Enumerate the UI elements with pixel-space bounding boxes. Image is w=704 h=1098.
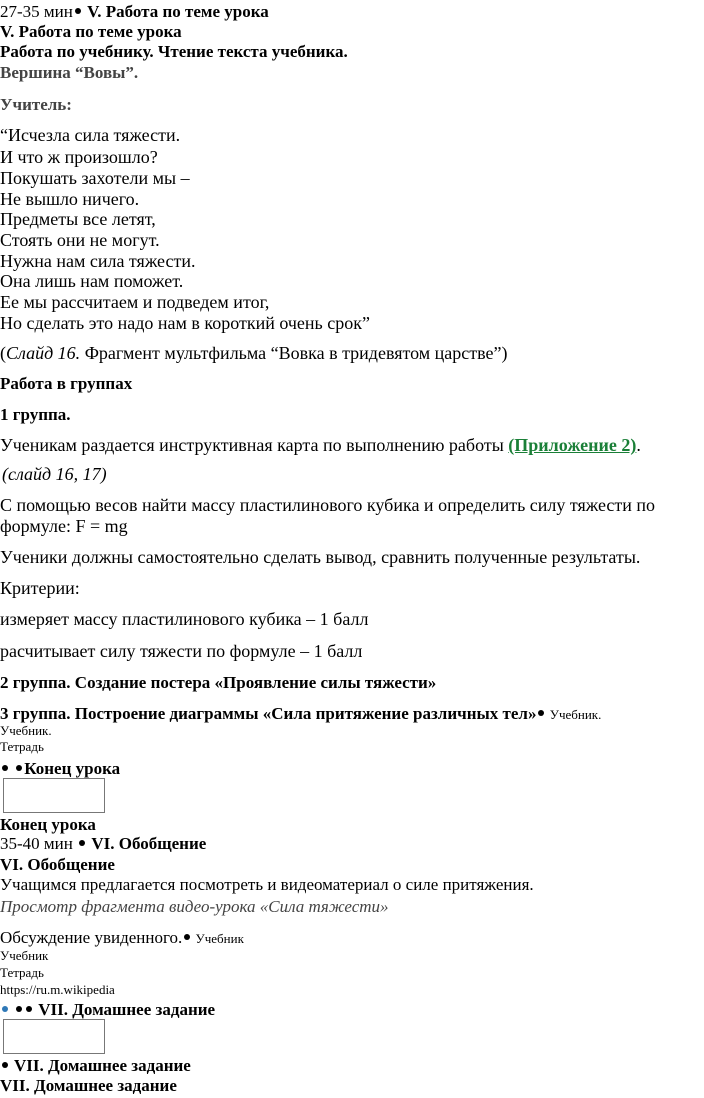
slides-ref: (слайд 16, 17) (2, 464, 107, 484)
poem-line: Предметы все летят, (0, 209, 156, 229)
video-ref: Просмотр фрагмента видео-урока «Сила тяжести» (0, 897, 389, 916)
groups-title: Работа в группах (0, 374, 133, 393)
summary-title: VI. Обобщение (0, 855, 115, 874)
group3-title: 3 группа. Построение диаграммы «Сила притяжение различных тел» (0, 704, 537, 723)
summary-time: 35-40 мин (0, 834, 73, 853)
bullet-icon (16, 1006, 22, 1012)
material-item: Учебник. (0, 723, 52, 738)
lesson-end-line (0, 760, 120, 777)
slide-note-rest: Фрагмент мультфильма “Вовка в тридевятом царстве”) (80, 343, 508, 363)
group2-title: 2 группа. Создание постера «Проявление силы тяжести» (0, 673, 437, 692)
material-link[interactable]: https://ru.m.wikipedia (0, 982, 115, 997)
task-line: формуле: F = mg (0, 516, 128, 536)
card-text-line (0, 436, 641, 454)
poem-line: Не вышло ничего. (0, 189, 140, 209)
bullet-icon (2, 1062, 8, 1068)
card-period: . (636, 435, 641, 455)
group3-aside: Учебник. (546, 707, 602, 722)
topic-title: Вершина “Вовы”. (0, 63, 139, 82)
section-title: V. Работа по теме урока (0, 22, 182, 41)
bullet-icon (538, 710, 544, 716)
discussion-aside: Учебник (192, 931, 244, 946)
material-item: Учебник (0, 948, 49, 963)
bullet-icon (26, 1006, 32, 1012)
subtitle: Работа по учебнику. Чтение текста учебника. (0, 42, 348, 61)
slide-note (0, 344, 508, 362)
poem-line: И что ж произошло? (0, 147, 158, 167)
poem-line: Ее мы рассчитаем и подведем итог, (0, 292, 270, 312)
bullet-icon (75, 8, 81, 14)
slide-ref: Слайд 16. (6, 343, 81, 363)
slide-note-open: ( (0, 343, 6, 363)
discussion-text: Обсуждение увиденного. (0, 928, 183, 947)
lesson-end-title: Конец урока (0, 815, 96, 834)
poem-line: Но сделать это надо нам в короткий очень срок” (0, 313, 370, 333)
material-item: Тетрадь (0, 965, 44, 980)
conclusion-text: Ученики должны самостоятельно сделать вывод, сравнить полученные результаты. (0, 547, 641, 567)
teacher-label: Учитель: (0, 95, 72, 114)
summary-text: Учащимся предлагается посмотреть и видеоматериал о силе притяжения. (0, 875, 534, 894)
task-line: С помощью весов найти массу пластилинового кубика и определить силу тяжести по (0, 495, 656, 515)
criteria-label: Критерии: (0, 578, 80, 598)
homework-title-inline: VII. Домашнее задание (10, 1056, 191, 1075)
bullet-icon (2, 765, 8, 771)
bullet-icon (16, 765, 22, 771)
group3-line (0, 705, 601, 722)
empty-frame (3, 1019, 105, 1054)
section-title-inline: V. Работа по теме урока (87, 2, 269, 21)
summary-line (0, 835, 206, 852)
criterion-item: расчитывает силу тяжести по формуле – 1 балл (0, 641, 363, 661)
empty-frame (3, 778, 105, 813)
card-text: Ученикам раздается инструктивная карта по выполнению работы (0, 435, 509, 455)
criterion-item: измеряет массу пластилинового кубика – 1 балл (0, 609, 369, 629)
time-range: 27-35 мин (0, 2, 73, 21)
material-item: Тетрадь (0, 739, 44, 754)
poem-line: “Исчезла сила тяжести. (0, 125, 181, 145)
bullet-icon (184, 934, 190, 940)
homework-title: VII. Домашнее задание (0, 1076, 177, 1095)
appendix-link[interactable]: (Приложение 2) (508, 435, 637, 455)
lesson-end-inline: Конец урока (24, 759, 121, 778)
homework-title-inline: VII. Домашнее задание (34, 1000, 216, 1019)
homework-line (0, 1001, 215, 1018)
group1-title: 1 группа. (0, 405, 71, 424)
poem-line: Стоять они не могут. (0, 230, 160, 250)
section-header-line (0, 3, 269, 20)
discussion-line (0, 929, 244, 946)
homework-line (0, 1057, 191, 1074)
bullet-icon (79, 840, 85, 846)
poem-line: Нужна нам сила тяжести. (0, 251, 196, 271)
summary-title-inline: VI. Обобщение (91, 834, 207, 853)
poem-line: Она лишь нам поможет. (0, 271, 184, 291)
poem-line: Покушать захотели мы – (0, 168, 190, 188)
bullet-icon (2, 1006, 8, 1012)
